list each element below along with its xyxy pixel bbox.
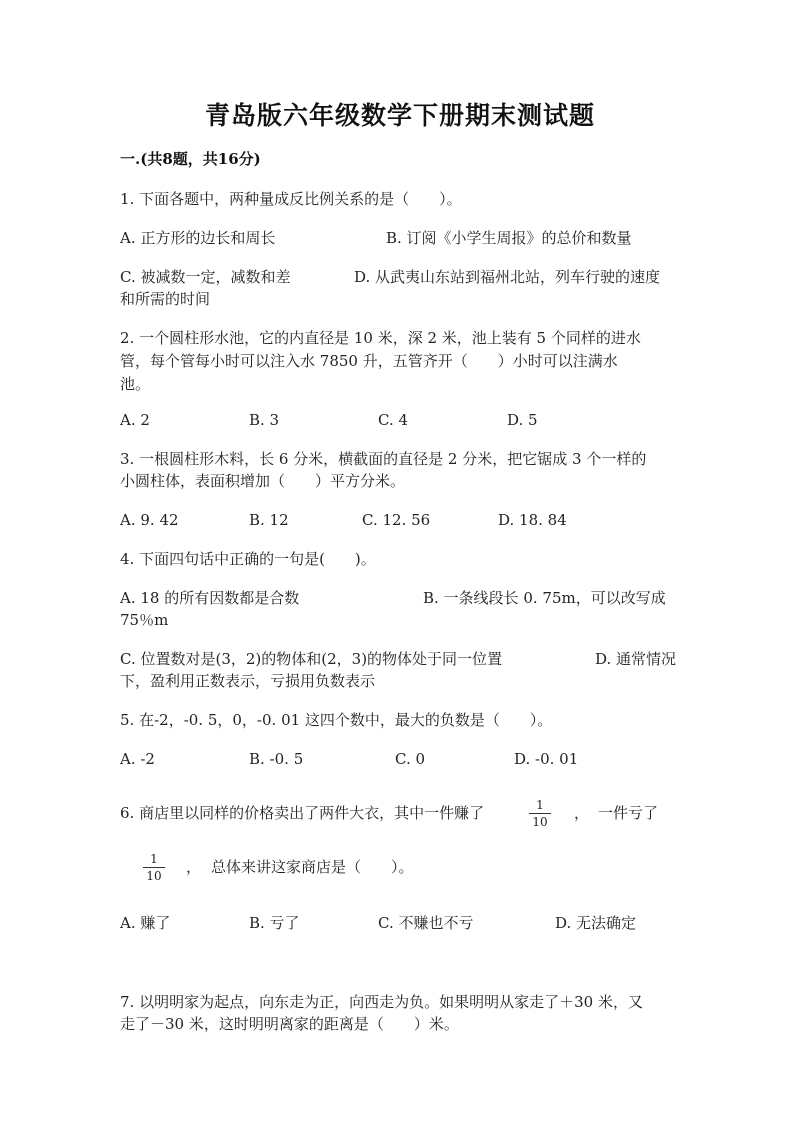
question-4-option-d: D. 通常情况 [595, 650, 677, 668]
question-3-option-b: B. 12 [249, 511, 289, 529]
question-5-option-b: B. -0. 5 [249, 750, 304, 768]
fraction-denominator: 10 [532, 815, 548, 829]
question-1-option-b: B. 订阅《小学生周报》的总价和数量 [386, 229, 632, 247]
question-6-stem-part-2: 一件亏了 [598, 804, 659, 822]
question-5-option-a: A. -2 [120, 750, 155, 768]
question-4-option-b-continued: 75％m [120, 611, 169, 629]
question-6-option-b: B. 亏了 [249, 914, 300, 932]
question-1-option-d: D. 从武夷山东站到福州北站，列车行驶的速度 [354, 268, 661, 286]
fraction-numerator: 1 [536, 798, 544, 812]
question-2-option-a: A. 2 [120, 411, 150, 429]
fraction-denominator: 10 [146, 869, 162, 883]
question-6-option-d: D. 无法确定 [555, 914, 637, 932]
question-7-stem-line-2: 走了－30 米，这时明明离家的距离是（ ）米。 [120, 1015, 459, 1033]
question-2-option-b: B. 3 [249, 411, 280, 429]
question-3-option-d: D. 18. 84 [498, 511, 567, 529]
question-6-stem-part-1: 6. 商店里以同样的价格卖出了两件大衣，其中一件赚了 [120, 804, 485, 822]
question-2-stem-line-1: 2. 一个圆柱形水池，它的内直径是 10 米，深 2 米，池上装有 5 个同样的进水 [120, 329, 641, 347]
question-4-option-b: B. 一条线段长 0. 75m，可以改写成 [423, 589, 666, 607]
question-3-option-c: C. 12. 56 [362, 511, 431, 529]
question-6-stem-part-3: 总体来讲这家商店是（ ）。 [211, 858, 414, 876]
question-3-option-a: A. 9. 42 [120, 511, 179, 529]
question-1-option-c: C. 被减数一定，减数和差 [120, 268, 291, 286]
fraction-bar [143, 867, 165, 868]
question-6-comma-2: ， [186, 858, 202, 876]
question-6-comma-1: ， [574, 804, 590, 822]
question-4-stem: 4. 下面四句话中正确的一句是( )。 [120, 550, 376, 568]
question-7-stem-line-1: 7. 以明明家为起点，向东走为正，向西走为负。如果明明从家走了＋30 米，又 [120, 993, 643, 1011]
question-2-option-d: D. 5 [507, 411, 538, 429]
page-title: 青岛版六年级数学下册期末测试题 [204, 101, 595, 130]
question-4-option-a: A. 18 的所有因数都是合数 [120, 589, 300, 607]
fraction-bar [529, 813, 551, 814]
fraction-one-tenth [529, 798, 551, 829]
question-1-option-d-continued: 和所需的时间 [120, 290, 211, 308]
question-6-option-a: A. 赚了 [120, 914, 171, 932]
question-1-option-a: A. 正方形的边长和周长 [120, 229, 276, 247]
question-4-option-c: C. 位置数对是(3，2)的物体和(2，3)的物体处于同一位置 [120, 650, 503, 668]
question-2-stem-line-2: 管，每个管每小时可以注入水 7850 升，五管齐开（ ）小时可以注满水 [120, 352, 618, 370]
question-3-stem-line-1: 3. 一根圆柱形木料，长 6 分米，横截面的直径是 2 分米，把它锯成 3 个一样的 [120, 450, 647, 468]
question-2-option-c: C. 4 [378, 411, 409, 429]
question-4-option-d-continued: 下，盈利用正数表示，亏损用负数表示 [120, 672, 376, 690]
question-5-option-d: D. -0. 01 [514, 750, 579, 768]
question-3-stem-line-2: 小圆柱体，表面积增加（ ）平方分米。 [120, 472, 406, 490]
question-5-stem: 5. 在-2，-0. 5，0，-0. 01 这四个数中，最大的负数是（ ）。 [120, 711, 553, 729]
question-5-option-c: C. 0 [395, 750, 426, 768]
question-2-stem-line-3: 池。 [120, 375, 151, 393]
section-heading: 一.(共8题，共16分) [120, 150, 261, 168]
fraction-one-tenth [143, 852, 165, 883]
question-1-stem: 1. 下面各题中，两种量成反比例关系的是（ ）。 [120, 190, 462, 208]
fraction-numerator: 1 [150, 852, 158, 866]
question-6-option-c: C. 不赚也不亏 [378, 914, 474, 932]
